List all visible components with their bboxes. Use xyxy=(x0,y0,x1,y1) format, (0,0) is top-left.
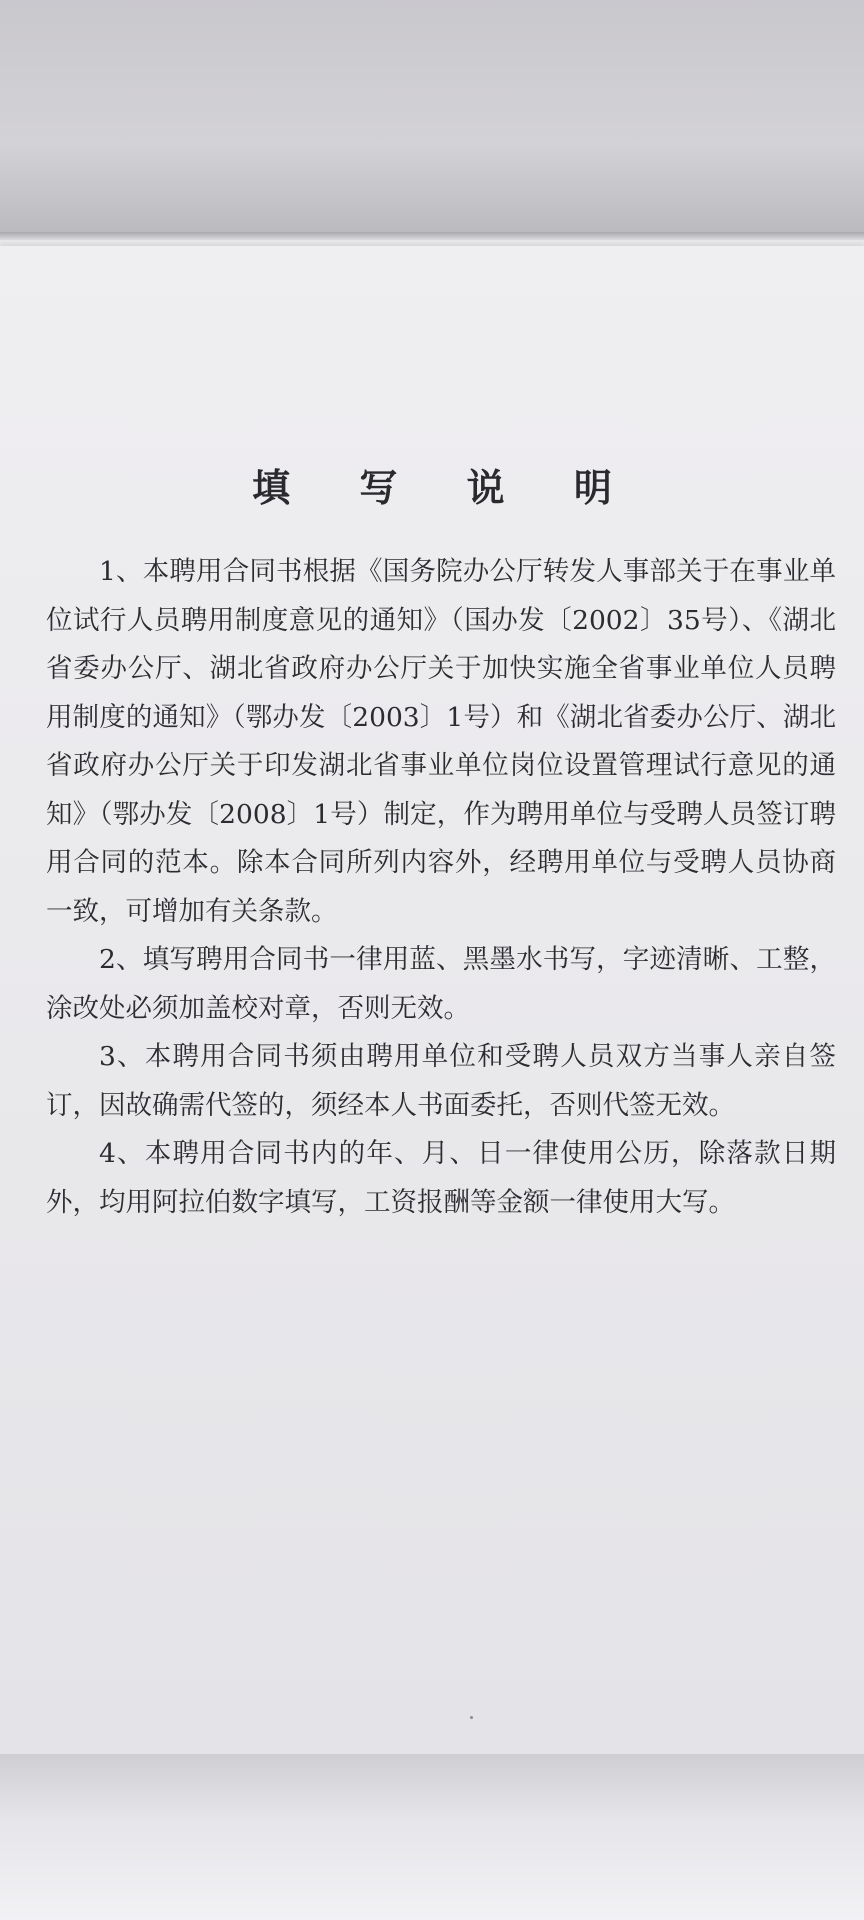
instruction-paragraph-4: 4、本聘用合同书内的年、月、日一律使用公历，除落款日期外，均用阿拉伯数字填写，工资报酬等金额一律使用大写。 xyxy=(46,1138,836,1218)
instruction-paragraph-1: 1、本聘用合同书根据《国务院办公厅转发人事部关于在事业单位试行人员聘用制度意见的通知》（国办发〔2002〕35号）、《湖北省委办公厅、湖北省政府办公厅关于加快实施全省事业单位人员聘用制度的通知》（鄂办发〔2003〕1号）和《湖北省委办公厅、湖北省政府办公厅关于印发湖北省事业单位岗位设置管理试行意见的通知》（鄂办发〔2008〕1号）制定，作为聘用单位与受聘人员签订聘用合同的范本。除本合同所列内容外，经聘用单位与受聘人员协商一致，可增加有关条款。 xyxy=(46,556,836,927)
next-page-edge xyxy=(0,1754,864,1920)
previous-page-edge xyxy=(0,0,864,240)
instruction-paragraph-2: 2、填写聘用合同书一律用蓝、黑墨水书写，字迹清晰、工整，涂改处必须加盖校对章，否则无效。 xyxy=(46,944,836,1024)
page-edge-shadow xyxy=(0,232,864,240)
instruction-paragraph-3: 3、本聘用合同书须由聘用单位和受聘人员双方当事人亲自签订，因故确需代签的，须经本人书面委托，否则代签无效。 xyxy=(46,1041,836,1121)
instructions-body xyxy=(46,548,836,1227)
page-title: 填 写 说 明 xyxy=(252,465,640,511)
paper-speck xyxy=(470,1716,473,1719)
